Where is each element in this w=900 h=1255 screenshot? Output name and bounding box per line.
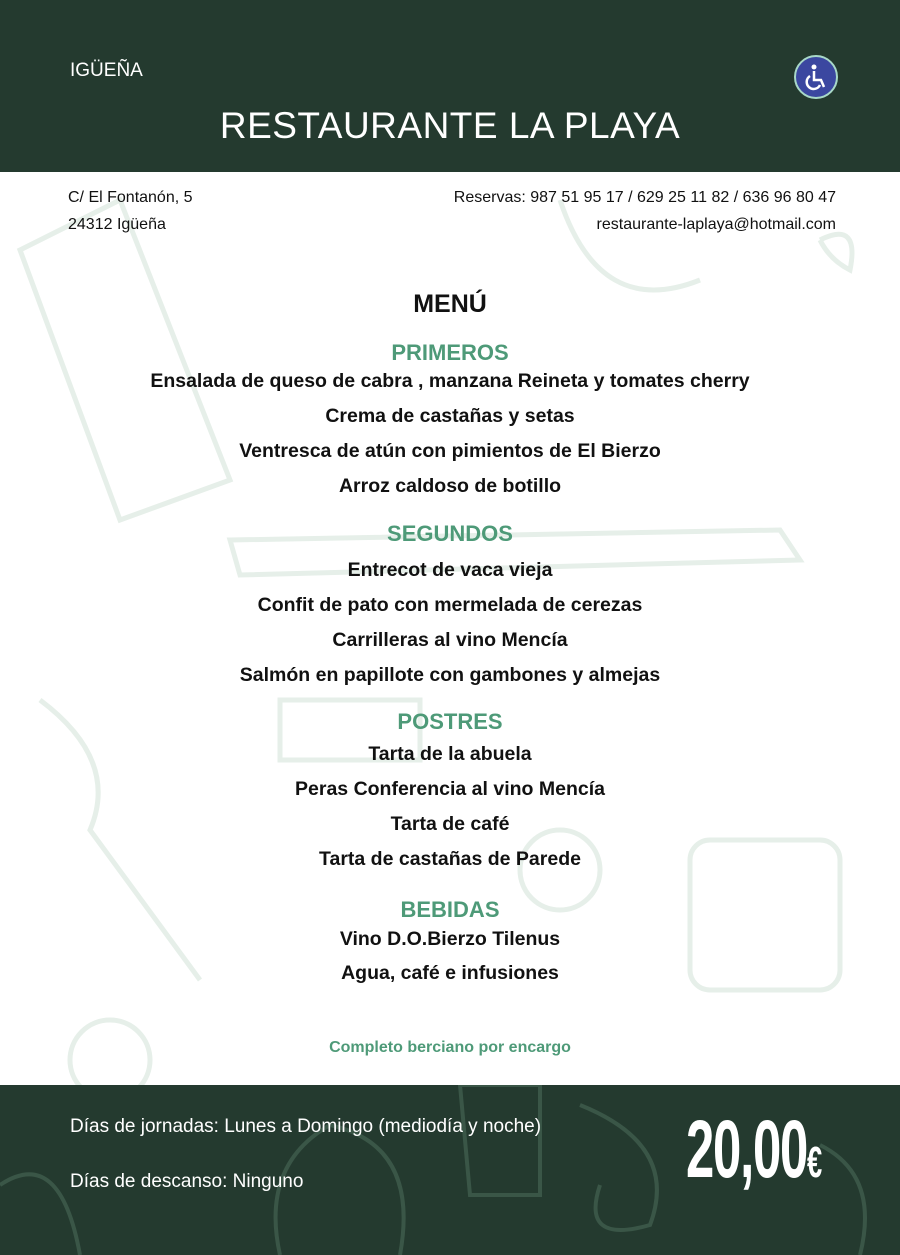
menu-item: Tarta de café [390, 813, 510, 835]
reservation-phones: Reservas: 987 51 95 17 / 629 25 11 82 / 636 96 80 47 [453, 189, 836, 206]
menu-item: Tarta de castañas de Parede [319, 848, 581, 870]
restaurant-title: RESTAURANTE LA PLAYA [219, 105, 681, 146]
price-value: 20,00 [686, 1104, 808, 1195]
menu-price [686, 1103, 821, 1197]
currency-symbol: € [807, 1138, 821, 1187]
wheelchair-icon [794, 55, 838, 99]
menu-item: Arroz caldoso de botillo [338, 475, 562, 497]
menu-item: Salmón en papillote con gambones y almejas [239, 664, 661, 686]
header-banner [0, 0, 900, 172]
address [68, 184, 193, 238]
menu-title: MENÚ [413, 290, 487, 318]
menu-item: Ventresca de atún con pimientos de El Bierzo [239, 440, 661, 462]
menu-item: Agua, café e infusiones [341, 962, 559, 984]
menu-item: Tarta de la abuela [368, 743, 532, 765]
contact-info [454, 184, 836, 238]
footer-banner [0, 1085, 900, 1255]
menu-item: Confit de pato con mermelada de cerezas [257, 594, 643, 616]
opening-days: Días de jornadas: Lunes a Domingo (mediodía y noche) [70, 1116, 542, 1137]
rest-days: Días de descanso: Ninguno [70, 1171, 304, 1192]
address-city: 24312 Igüeña [68, 216, 166, 233]
email-link[interactable]: restaurante-laplaya@hotmail.com [596, 216, 836, 233]
menu-item: Crema de castañas y setas [325, 405, 575, 427]
section-primeros: PRIMEROS [391, 340, 509, 365]
menu-item: Ensalada de queso de cabra , manzana Reineta y tomates cherry [150, 370, 750, 392]
menu-item: Entrecot de vaca vieja [347, 559, 553, 581]
address-street: C/ El Fontanón, 5 [68, 189, 193, 206]
menu-note: Completo berciano por encargo [329, 1039, 571, 1056]
menu-item: Peras Conferencia al vino Mencía [295, 778, 605, 800]
menu-item: Vino D.O.Bierzo Tilenus [339, 928, 561, 950]
town-name: IGÜEÑA [70, 60, 143, 81]
section-bebidas: BEBIDAS [400, 897, 500, 922]
section-postres: POSTRES [397, 709, 503, 734]
section-segundos: SEGUNDOS [387, 521, 513, 546]
menu-item: Carrilleras al vino Mencía [332, 629, 568, 651]
